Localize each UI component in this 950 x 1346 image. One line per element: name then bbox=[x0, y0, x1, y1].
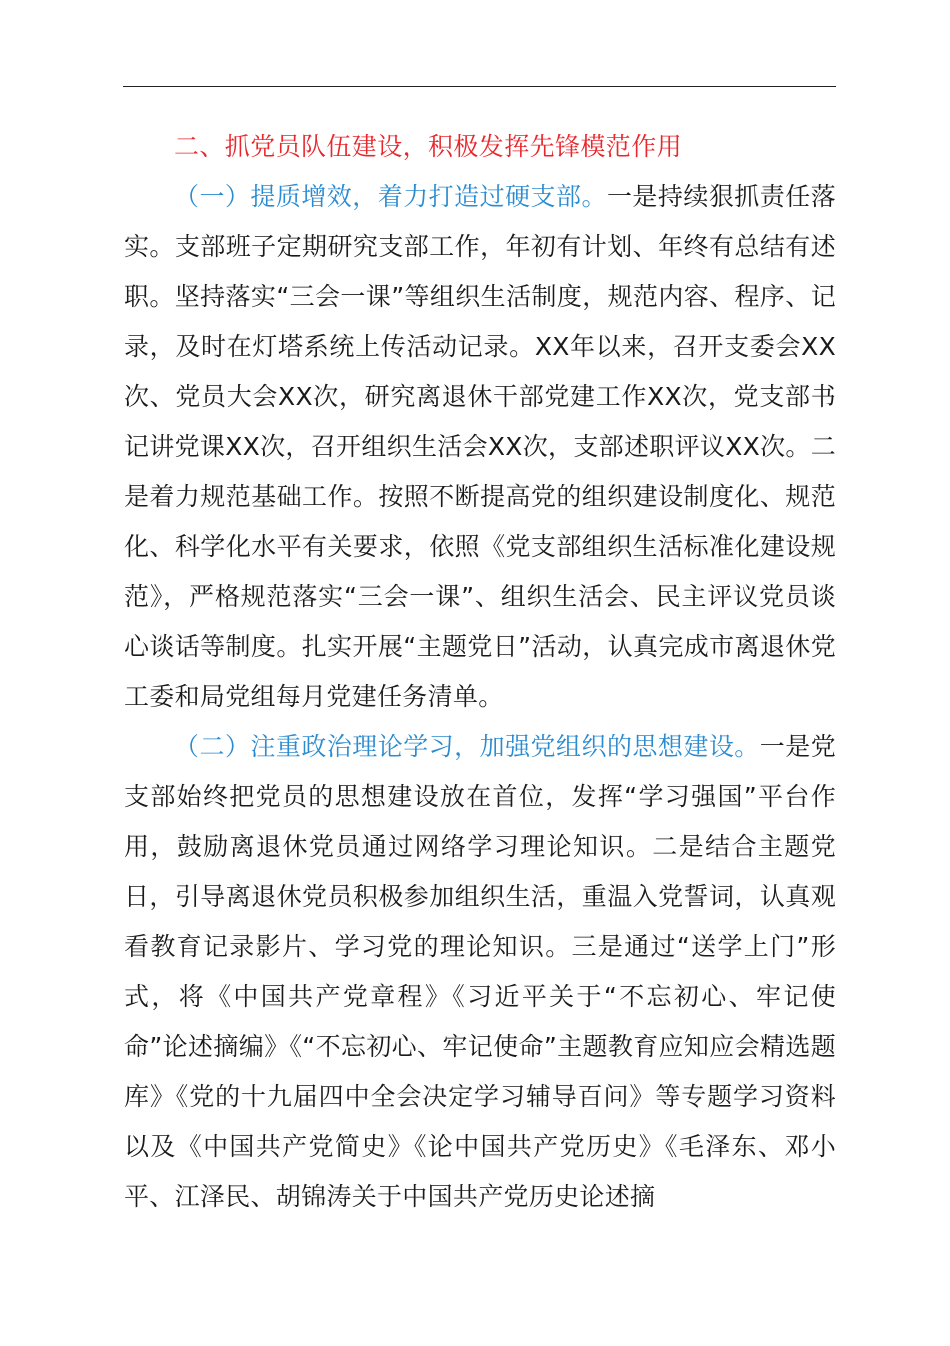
paragraph-2-body: 一是党支部始终把党员的思想建设放在首位，发挥“学习强国”平台作用，鼓励离退休党员通过网络学习理论知识。二是结合主题党日，引导离退休党员积极参加组织生活，重温入党誓词，认真观看教育记录影片、学习党的理论知识。三是通过“送学上门”形式，将《中国共产党章程》《习近平关于“不忘初心、牢记使命”论述摘编》《“不忘初心、牢记使命”主题教育应知应会精选题库》《党的十九届四中全会决定学习辅导百问》等专题学习资料以及《中国共产党简史》《论中国共产党历史》《毛泽东、邓小平、江泽民、胡锦涛关于中国共产党历史论述摘 bbox=[124, 732, 837, 1211]
subsection-title-2: （二）注重政治理论学习，加强党组织的思想建设。 bbox=[174, 732, 760, 761]
document-body bbox=[124, 122, 836, 1222]
paragraph-2 bbox=[124, 722, 836, 1222]
paragraph-1 bbox=[124, 172, 836, 722]
section-heading: 二、抓党员队伍建设，积极发挥先锋模范作用 bbox=[174, 132, 683, 161]
header-rule bbox=[123, 86, 836, 87]
subsection-title-1: （一）提质增效，着力打造过硬支部。 bbox=[174, 182, 607, 211]
paragraph-1-body: 一是持续狠抓责任落实。支部班子定期研究支部工作，年初有计划、年终有总结有述职。坚持落实“三会一课”等组织生活制度，规范内容、程序、记录，及时在灯塔系统上传活动记录。XX年以来，召开支委会XX次、党员大会XX次，研究离退休干部党建工作XX次，党支部书记讲党课XX次，召开组织生活会XX次，支部述职评议XX次。二是着力规范基础工作。按照不断提高党的组织建设制度化、规范化、科学化水平有关要求，依照《党支部组织生活标准化建设规范》，严格规范落实“三会一课”、组织生活会、民主评议党员谈心谈话等制度。扎实开展“主题党日”活动，认真完成市离退休党工委和局党组每月党建任务清单。 bbox=[124, 182, 836, 711]
